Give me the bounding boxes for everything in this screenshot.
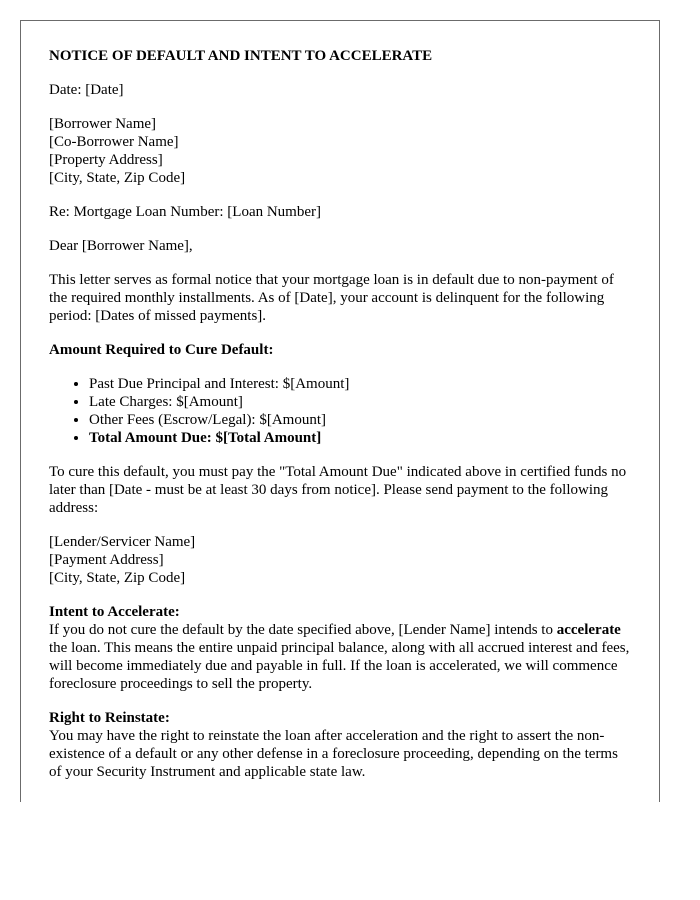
reinstate-heading: Right to Reinstate:: [49, 710, 170, 726]
payment-lender-name: [Lender/Servicer Name]: [49, 534, 196, 550]
fee-late-charges: • Late Charges: $[Amount]: [89, 393, 631, 411]
recipient-borrower-name: [Borrower Name]: [49, 116, 157, 132]
date-line: Date: [Date]: [49, 82, 124, 98]
reinstate-paragraph: You may have the right to reinstate the loan after acceleration and the right to assert the non-existence of a default or any other defense in a foreclosure proceeding, depending on the terms of your Security Instrument and applicable state law.: [49, 728, 618, 780]
accelerate-heading: Intent to Accelerate:: [49, 604, 180, 620]
letter-page: [20, 20, 660, 802]
payment-city-state-zip: [City, State, Zip Code]: [49, 570, 186, 586]
fee-principal-interest: • Past Due Principal and Interest: $[Amount]: [89, 375, 631, 393]
payment-address: [49, 533, 631, 587]
letter-title: NOTICE OF DEFAULT AND INTENT TO ACCELERATE: [49, 48, 433, 64]
fee-total-due: • Total Amount Due: $[Total Amount]: [89, 429, 631, 447]
recipient-co-borrower-name: [Co-Borrower Name]: [49, 134, 179, 150]
recipient-city-state-zip: [City, State, Zip Code]: [49, 170, 186, 186]
accelerate-text-before: If you do not cure the default by the date specified above, [Lender Name] intends to: [49, 622, 557, 638]
fee-other: • Other Fees (Escrow/Legal): $[Amount]: [89, 411, 631, 429]
cure-heading: Amount Required to Cure Default:: [49, 342, 274, 358]
reinstate-section: [49, 709, 631, 781]
intro-paragraph: This letter serves as formal notice that your mortgage loan is in default due to non-payment of the required monthly installments. As of [Date], your account is delinquent for the following period: [Dates of missed payments].: [49, 272, 614, 324]
re-line: Re: Mortgage Loan Number: [Loan Number]: [49, 204, 321, 220]
accelerate-paragraph: [49, 621, 631, 693]
salutation: Dear [Borrower Name],: [49, 238, 193, 254]
accelerate-section: [49, 603, 631, 693]
accelerate-text-after: the loan. This means the entire unpaid principal balance, along with all accrued interest and fees, will become immediately due and payable in full. If the loan is accelerated, we will commence foreclosure proceedings to sell the property.: [49, 640, 630, 692]
payment-street-address: [Payment Address]: [49, 552, 164, 568]
cure-paragraph: To cure this default, you must pay the "Total Amount Due" indicated above in certified funds no later than [Date - must be at least 30 days from notice]. Please send payment to the following address:: [49, 464, 627, 516]
accelerate-bold-word: accelerate: [556, 622, 621, 638]
recipient-property-address: [Property Address]: [49, 152, 163, 168]
recipient-address: [49, 115, 631, 187]
fees-list: [49, 375, 631, 447]
